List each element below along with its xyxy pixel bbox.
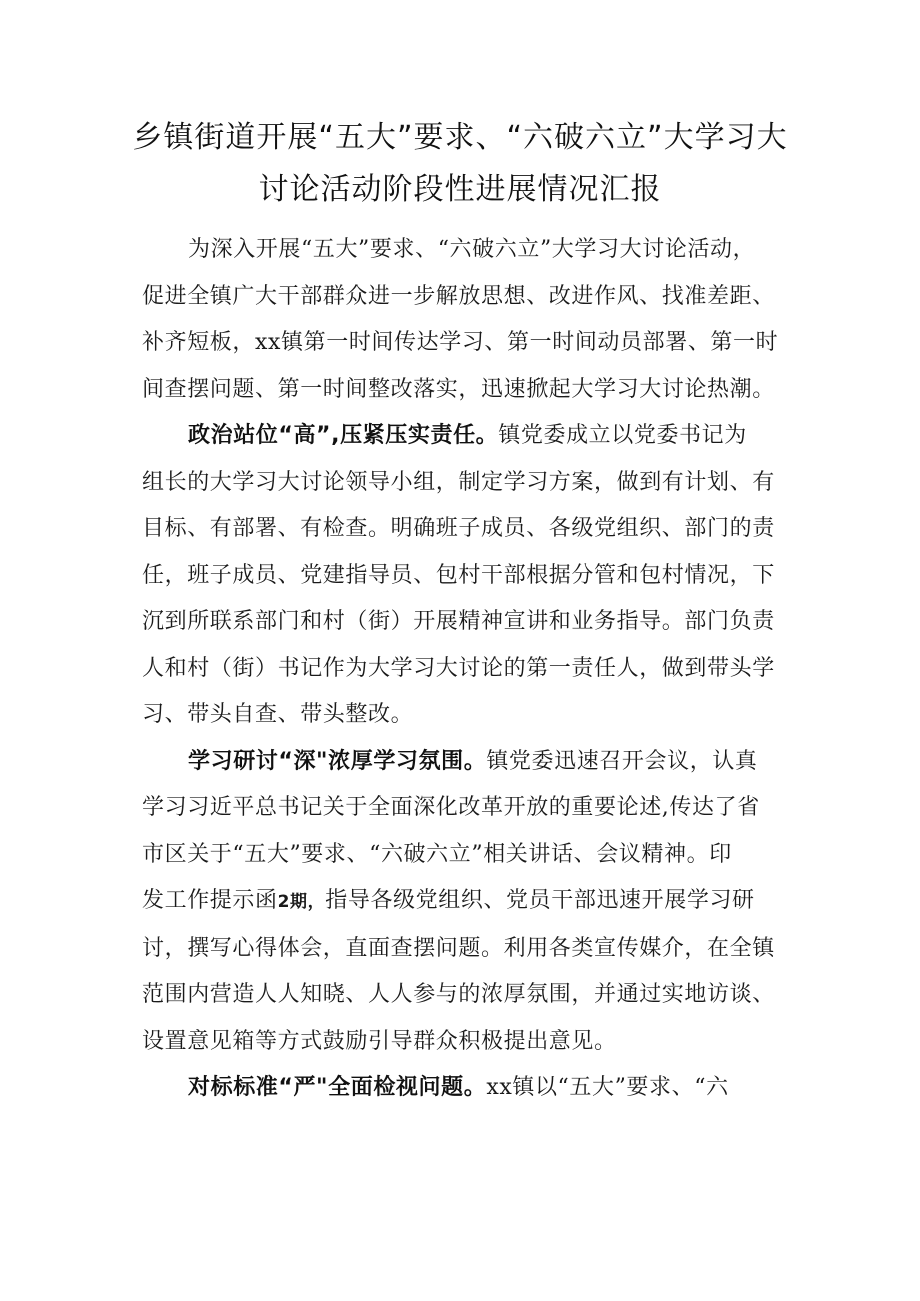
section-1-line-1-text: 镇党委成立以党委书记为 <box>498 423 747 448</box>
section-1-line-1 <box>142 413 802 460</box>
section-2-line-1-text: 镇党委迅速召开会议，认真 <box>486 748 758 774</box>
section-2-paragraph <box>142 739 802 1066</box>
section-2-line-4 <box>142 878 802 926</box>
section-2-heading: 学习研讨“深"浓厚学习氛围。 <box>188 748 487 774</box>
section-3-line-1-text: xx镇以“五大”要求、“六 <box>486 1075 729 1100</box>
intro-line-3: 补齐短板，xx镇第一时间传达学习、第一时间动员部署、第一时 <box>142 330 779 355</box>
section-2-line-7: 设置意见箱等方式鼓励引导群众积极提出意见。 <box>142 1028 617 1054</box>
section-2-line-5: 讨，撰写心得体会，直面查摆问题。利用各类宣传媒介，在全镇 <box>142 935 775 961</box>
section-2-line-3: 市区关于“五大”要求、“六破六立”相关讲话、会议精神。印 <box>142 841 732 867</box>
section-1-line-5: 沉到所联系部门和村（街）开展精神宣讲和业务指导。部门负责 <box>142 609 775 634</box>
intro-line-4: 间查摆问题、第一时间整改落实，迅速掀起大学习大讨论热潮。 <box>142 376 775 402</box>
section-3-paragraph <box>142 1065 802 1112</box>
section-2-line-2: 学习习近平总书记关于全面深化改革开放的重要论述,传达了省 <box>142 795 760 820</box>
section-1-line-7: 习、带头自查、带头整改。 <box>142 702 414 727</box>
section-1-line-2: 组长的大学习大讨论领导小组，制定学习方案，做到有计划、有 <box>142 469 775 495</box>
section-2-line-6: 范围内营造人人知晓、人人参与的浓厚氛围，并通过实地访谈、 <box>142 982 775 1007</box>
title-line-1: 乡镇街道开展“五大”要求、“六破六立”大学习大 <box>132 120 788 155</box>
section-2-line-4-prefix: 发工作提示函 <box>142 888 278 913</box>
intro-line-1: 为深入开展“五大”要求、“六破六立”大学习大讨论活动， <box>188 237 756 262</box>
intro-paragraph <box>142 227 802 413</box>
document-title <box>120 112 800 216</box>
section-1-line-6: 人和村（街）书记作为大学习大讨论的第一责任人，做到带头学 <box>142 655 775 681</box>
document-body <box>142 227 802 1112</box>
section-1-heading: 政治站位“高”,压紧压实责任。 <box>188 423 499 448</box>
section-3-line-1 <box>142 1065 802 1112</box>
section-1-line-3: 目标、有部署、有检查。明确班子成员、各级党组织、部门的责 <box>142 516 775 541</box>
title-line-2: 讨论活动阶段性进展情况汇报 <box>258 172 662 207</box>
section-2-line-4-rest: 指导各级党组织、党员干部迅速开展学习研 <box>325 888 755 913</box>
section-3-heading: 对标标准“严"全面检视问题。 <box>188 1075 487 1100</box>
section-1-paragraph <box>142 413 802 739</box>
section-1-line-4: 任，班子成员、党建指导员、包村干部根据分管和包村情况，下 <box>142 562 775 588</box>
issue-count: 2期， <box>277 892 326 912</box>
intro-line-2: 促进全镇广大干部群众进一步解放思想、改进作风、找准差距、 <box>142 283 775 309</box>
section-2-line-1 <box>142 739 802 786</box>
